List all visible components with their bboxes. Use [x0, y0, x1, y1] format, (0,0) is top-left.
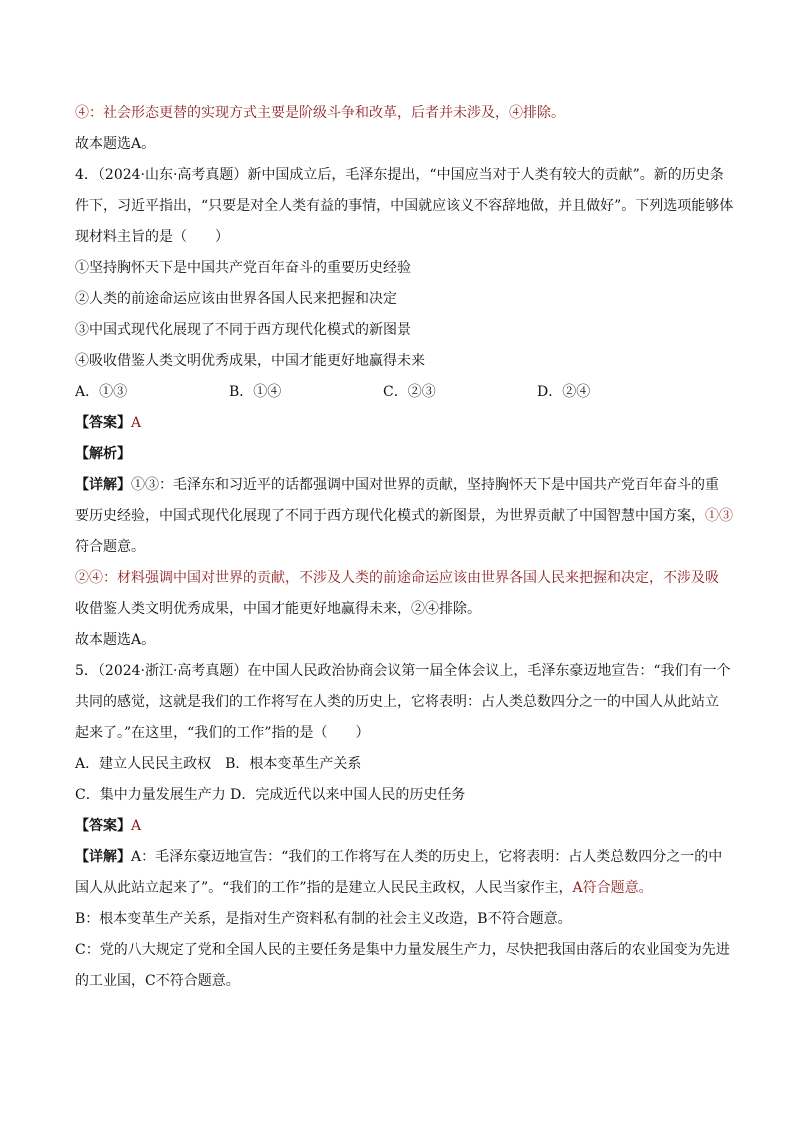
q4-detail-line-2: [75, 501, 733, 532]
q4-option-c: C．②③: [383, 384, 436, 400]
q3-conclusion: 故本题选A。: [75, 136, 156, 152]
q4-options: [75, 377, 725, 408]
q5-stem-line-2: 共同的感觉，这就是我们的工作将写在人类的历史上，它将表明：占人类总数四分之一的中国人从此站立: [75, 694, 719, 710]
q5-options-line-2: C．集中力量发展生产力 D．完成近代以来中国人民的历史任务: [75, 787, 466, 803]
q5-detail-line-4: C：党的八大规定了党和全国人民的主要任务是集中力量发展生产力，尽快把我国由落后的农业国变为先进: [75, 942, 730, 958]
q5-detail-line-1: [75, 842, 725, 873]
q4-detail-line-4: ②④：材料强调中国对世界的贡献，不涉及人类的前途命运应该由世界各国人民来把握和决定，不涉及吸: [75, 570, 719, 586]
answer-value: A: [131, 415, 142, 431]
q5-detail-line-2: [75, 873, 725, 904]
q5-stem-line-1: 5．（2024·浙江·高考真题）在中国人民政治协商会议第一届全体会议上，毛泽东豪迈地宣告：“我们有一个: [75, 663, 731, 679]
q5-options-line-1: A．建立人民民主政权 B．根本变革生产关系: [75, 756, 362, 772]
detail-tag: 【详解】: [75, 477, 131, 493]
q5-answer: [75, 811, 725, 842]
q4-statement-4: ④吸收借鉴人类文明优秀成果，中国才能更好地赢得未来: [75, 353, 425, 369]
detail-tag: 【详解】: [75, 849, 131, 865]
q4-conclusion: 故本题选A。: [75, 632, 156, 648]
answer-tag: 【答案】: [75, 818, 131, 834]
q4-answer: [75, 408, 725, 439]
q4-statement-1: ①坚持胸怀天下是中国共产党百年奋斗的重要历史经验: [75, 260, 411, 276]
q4-option-d: D．②④: [537, 384, 591, 400]
q4-detail-text-2-highlight: ①③: [705, 508, 733, 524]
q5-detail-line-3: B：根本变革生产关系，是指对生产资料私有制的社会主义改造，B不符合题意。: [75, 911, 572, 927]
question-4: [75, 160, 734, 656]
q4-detail-line-3: 符合题意。: [75, 539, 145, 555]
q4-option-a: A．①③: [75, 384, 128, 400]
q4-statement-2: ②人类的前途命运应该由世界各国人民来把握和决定: [75, 291, 397, 307]
q4-stem-line-3: 现材料主旨的是（ ）: [75, 229, 229, 245]
q5-detail-text-1: A：毛泽东豪迈地宣告：“我们的工作将写在人类的历史上，它将表明：占人类总数四分之一的中: [131, 849, 723, 865]
q4-analysis-heading: [75, 439, 725, 470]
q4-detail-text-1: ①③：毛泽东和习近平的话都强调中国对世界的贡献，坚持胸怀天下是中国共产党百年奋斗的重: [131, 477, 719, 493]
q5-stem-line-3: 起来了。”在这里，“我们的工作”指的是（ ）: [75, 725, 370, 741]
q4-detail-line-5: 收借鉴人类文明优秀成果，中国才能更好地赢得未来，②④排除。: [75, 601, 481, 617]
q5-detail-line-5: 的工业国，C不符合题意。: [75, 973, 240, 989]
q5-detail-text-2-highlight: A符合题意。: [572, 880, 653, 896]
q4-detail-line-1: [75, 470, 725, 501]
q5-detail-text-2: 国人从此站立起来了”。“我们的工作”指的是建立人民民主政权，人民当家作主，: [75, 880, 573, 896]
q4-stem-line-1: 4．（2024·山东·高考真题）新中国成立后，毛泽东提出，“中国应当对于人类有较大的贡献”。新的历史条: [75, 167, 724, 183]
q4-statement-3: ③中国式现代化展现了不同于西方现代化模式的新图景: [75, 322, 411, 338]
q4-option-b: B．①④: [229, 384, 282, 400]
q3-analysis-line: ④：社会形态更替的实现方式主要是阶级斗争和改革，后者并未涉及，④排除。: [75, 105, 565, 121]
q4-stem-line-2: 件下，习近平指出，“只要是对全人类有益的事情，中国就应该义不容辞地做，并且做好”。下列选项能够体: [75, 198, 734, 214]
answer-tag: 【答案】: [75, 415, 131, 431]
q4-detail-text-2: 要历史经验，中国式现代化展现了不同于西方现代化模式的新图景，为世界贡献了中国智慧中国方案，: [75, 508, 705, 524]
document-page: [75, 98, 734, 997]
answer-value: A: [131, 818, 142, 834]
analysis-tag: 【解析】: [75, 446, 131, 462]
question-5: [75, 656, 731, 997]
